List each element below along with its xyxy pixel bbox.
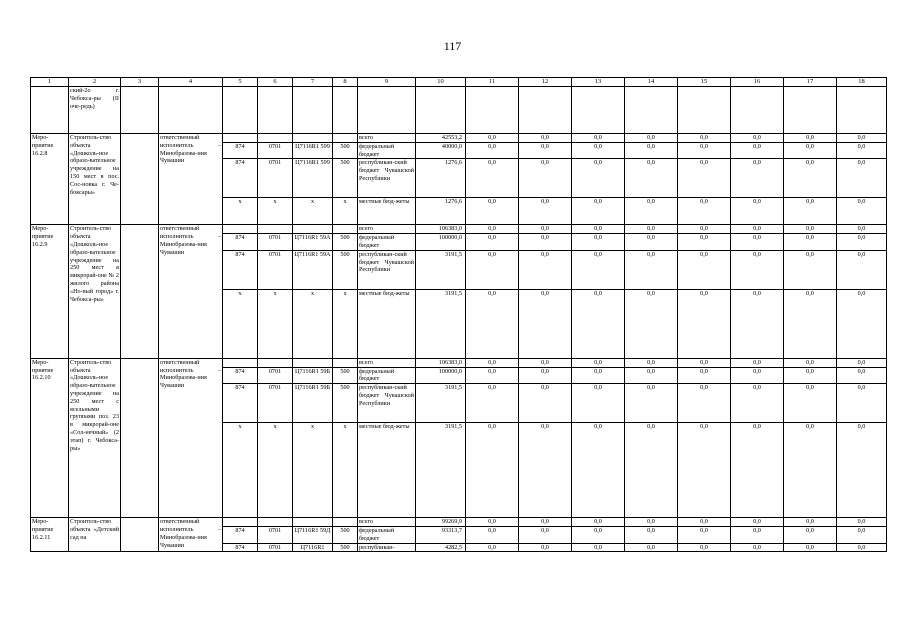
year-amount-cell: 0,0 (678, 384, 731, 423)
year-amount-cell: 0,0 (466, 358, 519, 367)
executor-cell: ответственный исполнитель – Минобразова-ния Чувашии (159, 358, 223, 517)
year-amount-cell: 0,0 (519, 198, 572, 225)
grbs-cell: 874 (223, 142, 258, 159)
year-amount-cell: 0,0 (837, 423, 887, 518)
target-article-cell: Ц7116R1 59А (293, 234, 333, 251)
year-amount-cell: 0,0 (519, 526, 572, 543)
column-header: 12 (519, 78, 572, 87)
year-amount-cell: 0,0 (625, 423, 678, 518)
year-amount-cell: 0,0 (784, 543, 837, 552)
grbs-cell: 874 (223, 367, 258, 384)
target-article-cell: Ц7116R1 599 (293, 142, 333, 159)
target-article-cell: x (293, 423, 333, 518)
target-article-cell (293, 518, 333, 527)
empty-cell (121, 518, 159, 552)
year-amount-cell: 0,0 (466, 526, 519, 543)
year-amount-cell: 0,0 (837, 367, 887, 384)
year-amount-cell: 0,0 (678, 159, 731, 198)
year-amount-cell: 0,0 (731, 384, 784, 423)
year-amount-cell: 0,0 (572, 367, 625, 384)
column-header: 18 (837, 78, 887, 87)
section-cell: 0701 (258, 526, 293, 543)
target-article-cell: Ц7116R1 599 (293, 159, 333, 198)
expense-type-cell: 500 (333, 543, 358, 552)
amount-cell: 106383,0 (416, 358, 466, 367)
column-header: 2 (69, 78, 121, 87)
expense-type-cell: 500 (333, 250, 358, 289)
target-article-cell: Ц7116R1 59Б (293, 384, 333, 423)
expense-type-cell (333, 518, 358, 527)
year-amount-cell: 0,0 (466, 423, 519, 518)
event-code-cell: Меро-приятие 16.2.8 (31, 134, 69, 225)
year-amount-cell: 0,0 (572, 384, 625, 423)
year-amount-cell: 0,0 (784, 159, 837, 198)
year-amount-cell: 0,0 (466, 518, 519, 527)
funding-source-cell: местные бюд-жеты (358, 198, 416, 225)
year-amount-cell: 0,0 (678, 142, 731, 159)
year-amount-cell: 0,0 (731, 543, 784, 552)
year-amount-cell: 0,0 (466, 367, 519, 384)
year-amount-cell: 0,0 (519, 518, 572, 527)
expense-type-cell: 500 (333, 384, 358, 423)
year-amount-cell: 0,0 (837, 518, 887, 527)
year-amount-cell: 0,0 (731, 289, 784, 358)
grbs-cell (223, 518, 258, 527)
year-amount-cell: 0,0 (784, 134, 837, 143)
funding-source-cell: местные бюд-жеты (358, 423, 416, 518)
grbs-cell: 874 (223, 250, 258, 289)
year-amount-cell: 0,0 (731, 234, 784, 251)
year-amount-cell: 0,0 (731, 142, 784, 159)
year-amount-cell: 0,0 (678, 198, 731, 225)
year-amount-cell: 0,0 (519, 543, 572, 552)
year-amount-cell: 0,0 (572, 159, 625, 198)
table-row (31, 134, 887, 143)
year-amount-cell: 0,0 (731, 225, 784, 234)
grbs-cell: 874 (223, 234, 258, 251)
year-amount-cell: 0,0 (466, 250, 519, 289)
executor-cell: ответственный исполнитель – Минобразова-ния Чувашии (159, 225, 223, 358)
amount-cell: 93313,7 (416, 526, 466, 543)
column-header: 13 (572, 78, 625, 87)
year-amount-cell: 0,0 (625, 225, 678, 234)
funding-source-cell: всего (358, 225, 416, 234)
year-amount-cell: 0,0 (731, 250, 784, 289)
event-name-cell: Строитель-ство объекта «Дошколь-ное образо-вательное учреждение на 150 мест в пос. Сос-новка г. Че-боксары» (69, 134, 121, 225)
year-amount-cell: 0,0 (519, 134, 572, 143)
year-amount-cell: 0,0 (625, 526, 678, 543)
year-amount-cell: 0,0 (784, 384, 837, 423)
amount-cell: 3191,5 (416, 423, 466, 518)
year-amount-cell: 0,0 (519, 358, 572, 367)
section-cell (258, 225, 293, 234)
year-amount-cell: 0,0 (678, 289, 731, 358)
year-amount-cell: 0,0 (731, 358, 784, 367)
year-amount-cell: 0,0 (678, 134, 731, 143)
year-amount-cell: 0,0 (784, 358, 837, 367)
section-cell: 0701 (258, 367, 293, 384)
year-amount-cell: 0,0 (784, 289, 837, 358)
year-amount-cell: 0,0 (625, 358, 678, 367)
amount-cell: 100000,0 (416, 367, 466, 384)
year-amount-cell: 0,0 (678, 518, 731, 527)
column-header: 9 (358, 78, 416, 87)
year-amount-cell: 0,0 (466, 198, 519, 225)
amount-cell: 3191,5 (416, 384, 466, 423)
year-amount-cell: 0,0 (466, 142, 519, 159)
target-article-cell: Ц7116R1 (293, 543, 333, 552)
year-amount-cell: 0,0 (678, 526, 731, 543)
column-header: 3 (121, 78, 159, 87)
column-header: 17 (784, 78, 837, 87)
empty-cell (121, 225, 159, 358)
expense-type-cell: x (333, 423, 358, 518)
grbs-cell: x (223, 289, 258, 358)
executor-cell: ответственный исполнитель – Минобразова-ния Чувашии (159, 518, 223, 552)
column-header: 8 (333, 78, 358, 87)
year-amount-cell: 0,0 (731, 367, 784, 384)
funding-source-cell: всего (358, 358, 416, 367)
year-amount-cell: 0,0 (572, 142, 625, 159)
executor-cell: ответственный исполнитель – Минобразова-ния Чувашии (159, 134, 223, 225)
event-name-cell: Строитель-ство объекта «Дошколь-ное образо-вательное учреждение на 250 мест в микрорай-оне № 2 жилого района «Но-вый город» г. Чебокса-ры» (69, 225, 121, 358)
year-amount-cell: 0,0 (837, 234, 887, 251)
year-amount-cell: 0,0 (625, 384, 678, 423)
section-cell: x (258, 198, 293, 225)
year-amount-cell: 0,0 (837, 289, 887, 358)
expense-type-cell: x (333, 289, 358, 358)
year-amount-cell: 0,0 (572, 198, 625, 225)
column-header: 16 (731, 78, 784, 87)
event-code-cell: Меро-приятие 16.2.11 (31, 518, 69, 552)
year-amount-cell: 0,0 (837, 543, 887, 552)
year-amount-cell: 0,0 (466, 384, 519, 423)
year-amount-cell: 0,0 (784, 234, 837, 251)
grbs-cell (223, 134, 258, 143)
year-amount-cell: 0,0 (625, 250, 678, 289)
section-cell: 0701 (258, 142, 293, 159)
year-amount-cell: 0,0 (625, 518, 678, 527)
section-cell: 0701 (258, 250, 293, 289)
grbs-cell: 874 (223, 526, 258, 543)
column-header: 14 (625, 78, 678, 87)
year-amount-cell: 0,0 (519, 234, 572, 251)
expense-type-cell: 500 (333, 159, 358, 198)
year-amount-cell: 0,0 (837, 159, 887, 198)
target-article-cell: Ц7116R1 59А (293, 250, 333, 289)
year-amount-cell: 0,0 (837, 250, 887, 289)
year-amount-cell: 0,0 (572, 134, 625, 143)
target-article-cell: Ц7116R1 59Б (293, 367, 333, 384)
year-amount-cell: 0,0 (519, 384, 572, 423)
year-amount-cell: 0,0 (572, 358, 625, 367)
amount-cell: 100000,0 (416, 234, 466, 251)
year-amount-cell: 0,0 (784, 526, 837, 543)
year-amount-cell: 0,0 (784, 367, 837, 384)
year-amount-cell: 0,0 (837, 142, 887, 159)
event-code-cell: Меро-приятие 16.2.10 (31, 358, 69, 517)
funding-source-cell: местные бюд-жеты (358, 289, 416, 358)
year-amount-cell: 0,0 (625, 543, 678, 552)
year-amount-cell: 0,0 (731, 518, 784, 527)
amount-cell: 99269,9 (416, 518, 466, 527)
empty-cell (121, 358, 159, 517)
target-article-cell (293, 225, 333, 234)
event-code-cell: Меро-приятие 16.2.9 (31, 225, 69, 358)
expense-type-cell: 500 (333, 142, 358, 159)
grbs-cell (223, 225, 258, 234)
funding-source-cell: всего (358, 134, 416, 143)
year-amount-cell: 0,0 (625, 234, 678, 251)
year-amount-cell: 0,0 (625, 142, 678, 159)
event-code-cell (31, 87, 69, 134)
year-amount-cell: 0,0 (678, 225, 731, 234)
year-amount-cell: 0,0 (466, 234, 519, 251)
expense-type-cell (333, 358, 358, 367)
year-amount-cell: 0,0 (784, 250, 837, 289)
year-amount-cell: 0,0 (678, 250, 731, 289)
year-amount-cell: 0,0 (572, 289, 625, 358)
event-name-cell: Строитель-ство объекта «Детский сад на (69, 518, 121, 552)
section-cell: x (258, 423, 293, 518)
expense-type-cell: 500 (333, 367, 358, 384)
column-header: 6 (258, 78, 293, 87)
year-amount-cell: 0,0 (572, 518, 625, 527)
year-amount-cell: 0,0 (837, 134, 887, 143)
grbs-cell: x (223, 198, 258, 225)
year-amount-cell: 0,0 (625, 367, 678, 384)
year-amount-cell: 0,0 (572, 225, 625, 234)
expense-type-cell: 500 (333, 526, 358, 543)
year-amount-cell: 0,0 (572, 250, 625, 289)
year-amount-cell: 0,0 (731, 198, 784, 225)
year-amount-cell: 0,0 (784, 225, 837, 234)
expense-type-cell: x (333, 198, 358, 225)
amount-cell: 1276,6 (416, 159, 466, 198)
amount-cell: 1276,6 (416, 198, 466, 225)
year-amount-cell: 0,0 (572, 423, 625, 518)
year-amount-cell: 0,0 (731, 526, 784, 543)
year-amount-cell: 0,0 (572, 543, 625, 552)
year-amount-cell: 0,0 (678, 543, 731, 552)
year-amount-cell: 0,0 (678, 423, 731, 518)
event-name-cell: ский-2о г. Чебокса-ры (II оче-редь) (69, 87, 121, 134)
funding-source-cell: федеральный бюджет (358, 526, 416, 543)
table-header (31, 78, 887, 87)
section-cell: 0701 (258, 159, 293, 198)
year-amount-cell: 0,0 (784, 198, 837, 225)
table-body (31, 87, 887, 552)
funding-source-cell: республикан-ский бюджет Чувашской Республики (358, 250, 416, 289)
year-amount-cell: 0,0 (625, 198, 678, 225)
grbs-cell: 874 (223, 543, 258, 552)
section-cell (258, 518, 293, 527)
year-amount-cell: 0,0 (837, 198, 887, 225)
amount-cell: 106383,0 (416, 225, 466, 234)
expense-type-cell (333, 134, 358, 143)
funding-source-cell: республикан-ский бюджет Чувашской Республики (358, 384, 416, 423)
year-amount-cell: 0,0 (678, 358, 731, 367)
year-amount-cell: 0,0 (466, 159, 519, 198)
section-cell: x (258, 289, 293, 358)
budget-table (30, 77, 887, 552)
year-amount-cell: 0,0 (784, 518, 837, 527)
year-amount-cell: 0,0 (572, 526, 625, 543)
year-amount-cell: 0,0 (519, 367, 572, 384)
year-amount-cell: 0,0 (519, 159, 572, 198)
expense-type-cell (333, 225, 358, 234)
amount-cell: 3191,5 (416, 289, 466, 358)
funding-source-cell: республикан- (358, 543, 416, 552)
funding-source-cell: всего (358, 518, 416, 527)
continuation-row (31, 87, 887, 134)
column-header: 15 (678, 78, 731, 87)
section-cell: 0701 (258, 543, 293, 552)
funding-source-cell: федеральный бюджет (358, 234, 416, 251)
year-amount-cell: 0,0 (678, 367, 731, 384)
year-amount-cell: 0,0 (837, 225, 887, 234)
year-amount-cell: 0,0 (466, 289, 519, 358)
column-header: 10 (416, 78, 466, 87)
column-header: 11 (466, 78, 519, 87)
year-amount-cell: 0,0 (625, 289, 678, 358)
year-amount-cell: 0,0 (519, 250, 572, 289)
column-header: 4 (159, 78, 223, 87)
year-amount-cell: 0,0 (784, 423, 837, 518)
event-name-cell: Строитель-ство объекта «Дошколь-ное образо-вательное учреждение на 250 мест с ясельными группами поз. 23 в микрорай-оне «Сол-нечный» (2 этап) г. Чебокса-ры» (69, 358, 121, 517)
section-cell: 0701 (258, 234, 293, 251)
target-article-cell: Ц7116R1 59Д (293, 526, 333, 543)
target-article-cell: x (293, 198, 333, 225)
year-amount-cell: 0,0 (678, 234, 731, 251)
year-amount-cell: 0,0 (837, 384, 887, 423)
table-row (31, 518, 887, 527)
year-amount-cell: 0,0 (519, 142, 572, 159)
table-row (31, 225, 887, 234)
column-header: 5 (223, 78, 258, 87)
year-amount-cell: 0,0 (466, 134, 519, 143)
amount-cell: 3191,5 (416, 250, 466, 289)
year-amount-cell: 0,0 (731, 159, 784, 198)
expense-type-cell: 500 (333, 234, 358, 251)
section-cell: 0701 (258, 384, 293, 423)
grbs-cell: 874 (223, 159, 258, 198)
year-amount-cell: 0,0 (784, 142, 837, 159)
funding-source-cell: федеральный бюджет (358, 142, 416, 159)
page-number: 117 (443, 39, 462, 53)
year-amount-cell: 0,0 (625, 134, 678, 143)
year-amount-cell: 0,0 (625, 159, 678, 198)
amount-cell: 40000,0 (416, 142, 466, 159)
year-amount-cell: 0,0 (466, 543, 519, 552)
year-amount-cell: 0,0 (519, 225, 572, 234)
amount-cell: 42553,2 (416, 134, 466, 143)
empty-cell (121, 134, 159, 225)
grbs-cell (223, 358, 258, 367)
year-amount-cell: 0,0 (572, 234, 625, 251)
year-amount-cell: 0,0 (731, 134, 784, 143)
year-amount-cell: 0,0 (837, 358, 887, 367)
grbs-cell: 874 (223, 384, 258, 423)
grbs-cell: x (223, 423, 258, 518)
section-cell (258, 134, 293, 143)
funding-source-cell: республикан-ский бюджет Чувашской Республики (358, 159, 416, 198)
target-article-cell: x (293, 289, 333, 358)
year-amount-cell: 0,0 (519, 423, 572, 518)
year-amount-cell: 0,0 (466, 225, 519, 234)
table-row (31, 358, 887, 367)
year-amount-cell: 0,0 (837, 526, 887, 543)
section-cell (258, 358, 293, 367)
column-header: 1 (31, 78, 69, 87)
target-article-cell (293, 134, 333, 143)
target-article-cell (293, 358, 333, 367)
amount-cell: 4282,5 (416, 543, 466, 552)
column-header: 7 (293, 78, 333, 87)
year-amount-cell: 0,0 (519, 289, 572, 358)
year-amount-cell: 0,0 (731, 423, 784, 518)
funding-source-cell: федеральный бюджет (358, 367, 416, 384)
